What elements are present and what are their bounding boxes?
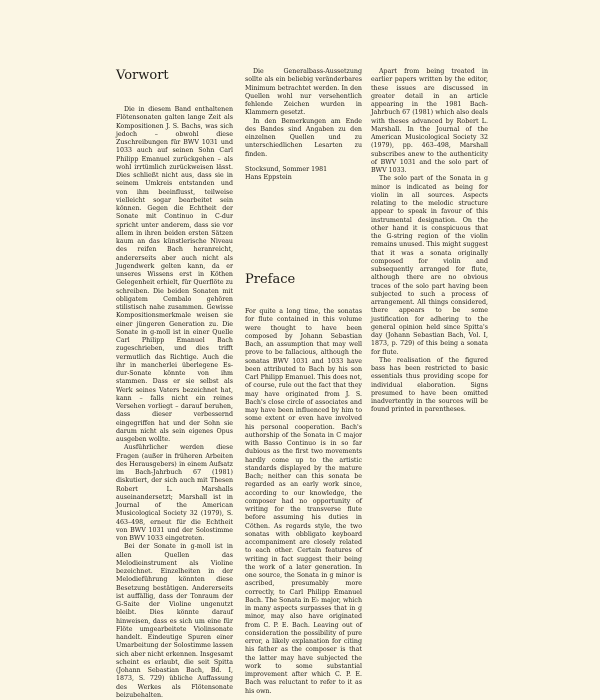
preface-paragraph-3: The solo part of the Sonata in g minor is indicated as being for violin in all sources. Aspects relating to the melodic structure appear to speak in favour of this instrumental designation. On the other hand it is conspicuous that the G-string region of the violin remains unused. This might suggest that it was a sonata originally composed for violin and subsequently arranged for flute, although there are no obvious traces of the solo part having been subjected to such a process of arrangement. All things considered, there appears to be some justification for adhering to the general opinion held since Spitta's day (Johann Sebastian Bach, Vol. I, 1873, p. 729) of this being a sonata for flute.	[371, 175, 488, 356]
vorwort-paragraph-2: Ausführlicher werden diese Fragen (außer in früheren Arbeiten des Herausgebers) in einem Aufsatz im Bach-Jahrbuch 67 (1981) diskutiert, der sich auch mit Thesen Robert L. Marshalls auseinandersetzt; Marshall ist in Journal of the American Musicological Society 32 (1979), S. 463–498, erneut für die Echtheit von BWV 1031 und der Solostimme von BWV 1033 eingetreten.	[116, 444, 233, 542]
preface-paragraph-2: Apart from being treated in earlier papers written by the editor, these issues are discussed in greater detail in an article appearing in the 1981 Bach-Jahrbuch 67 (1981) which also deals with theses advanced by Robert L. Marshall. In the Journal of the American Musicological Society 32 (1979), pp. 463–498, Marshall subscribes anew to the authenticity of BWV 1031 and the solo part of BWV 1033.	[371, 68, 488, 174]
vorwort-author: Hans Eppstein	[245, 174, 292, 181]
column-3	[371, 68, 488, 415]
column-1	[116, 68, 233, 700]
preface-block	[245, 272, 362, 696]
preface-paragraph-1: For quite a long time, the sonatas for flute contained in this volume were thought to have been composed by Johann Sebastian Bach, an assumption that may well prove to be fallacious, although the sonatas BWV 1031 and 1033 have been attributed to Bach by his son Carl Philipp Emanuel. This does not, of course, rule out the fact that they may have originated from J. S. Bach's close circle of associates and may have been influenced by him to some extent or even have involved his personal cooperation. Bach's authorship of the Sonata in C major with Basso Continuo is in so far dubious as the first two movements hardly come up to the artistic standards displayed by the mature Bach; neither can this sonata be regarded as an early work since, according to our knowledge, the composer had no opportunity of writing for the transverse flute before assuming his duties in Cöthen. As regards style, the two sonatas with obbligato keyboard accompaniment are closely related to each other. Certain features of writing in fact suggest their being the work of a later generation. In one source, the Sonata in g minor is ascribed, presumably more correctly, to Carl Philipp Emanuel Bach. The Sonata in E♭ major, which in many aspects surpasses that in g minor, may also have originated from C. P. E. Bach. Leaving out of consideration the possibility of pure error, a likely explanation for citing his father as the composer is that the latter may have subjected the work to some substantial improvement after which C. P. E. Bach was reluctant to refer to it as his own.	[245, 308, 362, 695]
vorwort-paragraph-4: Die Generalbass-Aussetzung sollte als ein beliebig veränderbares Minimum betrachtet werden. In den Quellen wohl nur versehentlich fehlende Zeichen wurden in Klammern gesetzt.	[245, 68, 362, 117]
vorwort-place-date: Stocksund, Sommer 1981	[245, 165, 328, 173]
vorwort-heading: Vorwort	[116, 68, 169, 83]
vorwort-paragraph-1: Die in diesem Band enthaltenen Flötensonaten galten lange Zeit als Kompositionen J. S. Bachs, was sich jedoch – obwohl diese Zuschreibungen für BWV 1031 und 1033 auch auf seinen Sohn Carl Philipp Emanuel zurückgehen – als wohl irrtümlich zurückweisen lässt. Dies schließt nicht aus, dass sie in seinem Umkreis entstanden und von ihm beeinflusst, teilweise vielleicht sogar bearbeitet sein können. Gegen die Echtheit der Sonate mit Continuo in C-dur spricht unter anderem, dass sie vor allem in ihren beiden ersten Sätzen kaum an das künstlerische Niveau des reifen Bach heranreicht, andererseits aber auch nicht als Jugendwerk gelten kann, da er unseres Wissens erst in Köthen Gelegenheit erhielt, für Querflöte zu schreiben. Die beiden Sonaten mit obligatem Cembalo gehören stilistisch nahe zusammen. Gewisse Kompositionsmerkmale weisen sie einer jüngeren Generation zu. Die Sonate in g-moll ist in einer Quelle Carl Philipp Emanuel Bach zugeschrieben, und dies trifft vermutlich das Richtige. Auch die ihr in mancherlei überlegene Es-dur-Sonate könnte von ihm stammen. Dass er sie selbst als Werk seines Vaters bezeichnet hat, kann – falls nicht ein reines Versehen vorliegt – darauf beruhen, dass dieser verbessernd eingegriffen hat und der Sohn sie darum nicht als sein eigenes Opus ausgeben wollte.	[116, 106, 233, 443]
column-2	[245, 68, 362, 695]
vorwort-paragraph-3: Bei der Sonate in g-moll ist in allen Quellen das Melodieinstrument als Violine bezeichnet. Einzelheiten in der Melodieführung könnten diese Besetzung bestätigen. Andererseits ist auffällig, dass der Tonraum der G-Saite der Violine ungenutzt bleibt. Dies könnte darauf hinweisen, dass es sich um eine für Flöte umgearbeitete Violinsonate handelt. Eindeutige Spuren einer Umarbeitung der Solostimme lassen sich aber nicht erkennen. Insgesamt scheint es erlaubt, die seit Spitta (Johann Sebastian Bach, Bd. I, 1873, S. 729) übliche Auffassung des Werkes als Flötensonate beizubehalten.	[116, 543, 233, 699]
preface-paragraph-4: The realisation of the figured bass has been restricted to basic essentials thus providing scope for individual elaboration. Signs presumed to have been omitted inadvertently in the sources will be found printed in parentheses.	[371, 356, 488, 414]
vorwort-paragraph-5: In den Bemerkungen am Ende des Bandes sind Angaben zu den einzelnen Quellen und zu unterschiedlichen Lesarten zu finden.	[245, 117, 362, 158]
preface-heading: Preface	[245, 272, 296, 287]
